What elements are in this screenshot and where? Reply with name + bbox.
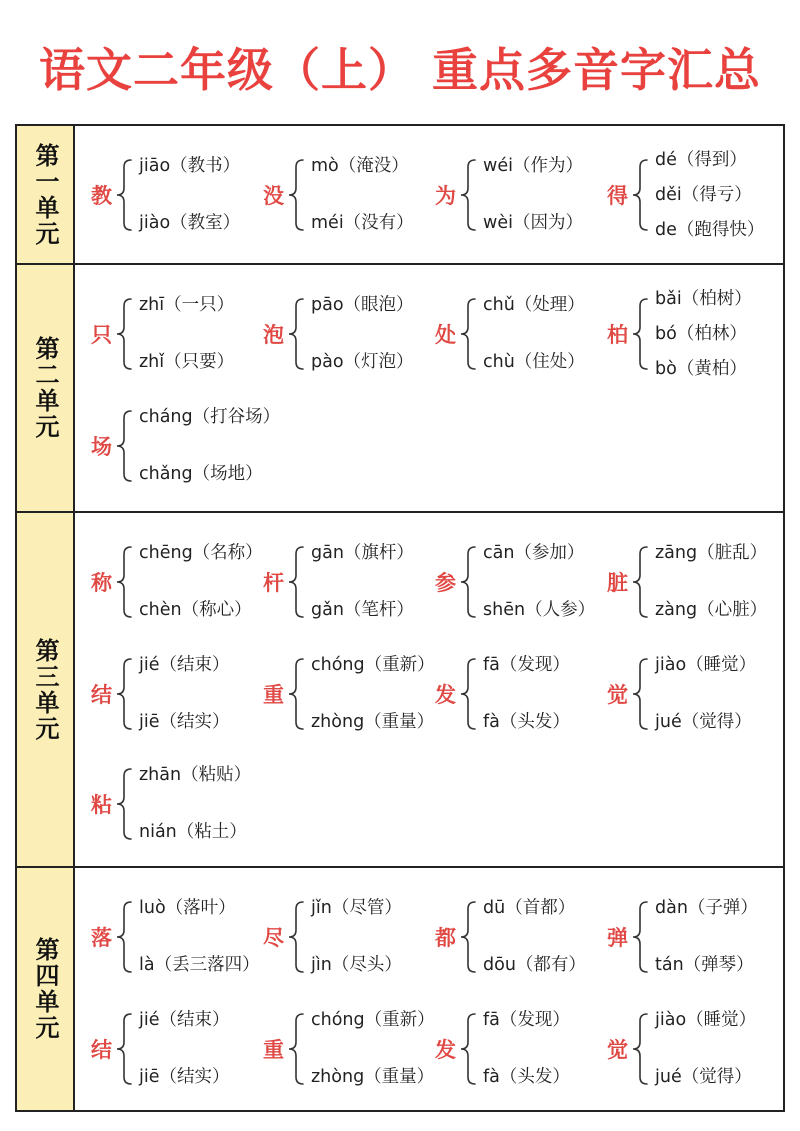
entry-character: 弹 — [607, 926, 628, 950]
polyphone-entry — [77, 140, 252, 250]
entry-reading: là（丢三落四） — [139, 955, 260, 975]
brace-icon — [631, 900, 649, 974]
entry-reading: jiào（睡觉） — [655, 1010, 757, 1030]
entry-character: 只 — [91, 323, 112, 347]
entry-character: 发 — [435, 1038, 456, 1062]
entry-character: 处 — [435, 323, 456, 347]
entry-reading: gān（旗杆） — [311, 543, 414, 563]
entry-character: 称 — [91, 571, 112, 595]
polyphone-entry — [421, 279, 596, 389]
entry-reading: fā（发现） — [483, 655, 570, 675]
polyphone-entry — [77, 527, 263, 637]
entry-character: 重 — [263, 683, 284, 707]
polyphone-entry — [593, 140, 768, 250]
polyphone-entry — [421, 527, 596, 637]
brace-icon — [631, 1012, 649, 1086]
entry-reading: chèn（称心） — [139, 600, 252, 620]
entry-reading: fà（头发） — [483, 1067, 570, 1087]
unit-label-cell — [17, 513, 75, 866]
entry-reading: dàn（子弹） — [655, 898, 758, 918]
entry-reading: pào（灯泡） — [311, 352, 414, 372]
polyphone-entry — [249, 279, 424, 389]
entry-character: 教 — [91, 184, 112, 208]
entry-reading: jiào（教室） — [139, 213, 241, 233]
entry-character: 脏 — [607, 571, 628, 595]
brace-icon — [115, 767, 133, 841]
polyphone-entry — [77, 994, 252, 1104]
entry-reading: chóng（重新） — [311, 1010, 435, 1030]
entry-character: 为 — [435, 184, 456, 208]
entry-reading: gǎn（笔杆） — [311, 600, 414, 620]
brace-icon — [115, 158, 133, 232]
brace-icon — [287, 657, 305, 731]
brace-icon — [631, 297, 649, 371]
entry-character: 尽 — [263, 926, 284, 950]
polyphone-entry — [77, 639, 252, 749]
entry-reading: bó（柏林） — [655, 324, 747, 344]
polyphone-entry — [249, 527, 424, 637]
entry-character: 粘 — [91, 793, 112, 817]
entry-character: 落 — [91, 926, 112, 950]
entry-reading: de（跑得快） — [655, 220, 765, 240]
polyphone-entry — [593, 882, 768, 992]
polyphone-entry — [421, 882, 596, 992]
entry-character: 场 — [91, 435, 112, 459]
entry-reading: zhǐ（只要） — [139, 352, 235, 372]
entry-character: 觉 — [607, 683, 628, 707]
entry-reading: dū（首都） — [483, 898, 576, 918]
entry-reading: zhān（粘贴） — [139, 765, 252, 785]
polyphone-entry — [249, 639, 435, 749]
entry-reading: zhī（一只） — [139, 295, 235, 315]
unit-section — [17, 866, 783, 1110]
entry-reading: nián（粘土） — [139, 822, 247, 842]
unit-label: 第二单元 — [31, 336, 59, 440]
entry-reading: chóng（重新） — [311, 655, 435, 675]
unit-label-cell — [17, 868, 75, 1110]
brace-icon — [631, 158, 649, 232]
brace-icon — [287, 900, 305, 974]
polyphone-entry — [593, 279, 768, 389]
polyphone-entry — [593, 639, 768, 749]
entry-character: 结 — [91, 1038, 112, 1062]
entry-reading: chǎng（场地） — [139, 464, 263, 484]
entry-character: 杆 — [263, 571, 284, 595]
entry-character: 泡 — [263, 323, 284, 347]
entry-reading: chǔ（处理） — [483, 295, 585, 315]
entry-reading: zàng（心脏） — [655, 600, 768, 620]
entry-character: 得 — [607, 184, 628, 208]
entry-reading: jué（觉得） — [655, 712, 752, 732]
entry-reading: jiē（结实） — [139, 712, 230, 732]
entry-character: 结 — [91, 683, 112, 707]
entry-reading: chēng（名称） — [139, 543, 263, 563]
entry-reading: jiāo（教书） — [139, 156, 241, 176]
entry-character: 发 — [435, 683, 456, 707]
entry-reading: jué（觉得） — [655, 1067, 752, 1087]
unit-label: 第一单元 — [31, 142, 59, 247]
brace-icon — [115, 657, 133, 731]
entry-reading: cháng（打谷场） — [139, 407, 281, 427]
entry-reading: bò（黄柏） — [655, 359, 747, 379]
unit-section — [17, 511, 783, 866]
entry-character: 都 — [435, 926, 456, 950]
brace-icon — [115, 545, 133, 619]
unit-label: 第四单元 — [31, 937, 59, 1041]
unit-section — [17, 263, 783, 511]
unit-label-cell — [17, 265, 75, 511]
unit-section — [17, 126, 783, 263]
entry-reading: zāng（脏乱） — [655, 543, 768, 563]
brace-icon — [631, 545, 649, 619]
brace-icon — [115, 900, 133, 974]
polyphone-entry — [593, 527, 768, 637]
polyphone-entry — [77, 749, 252, 859]
entry-reading: chù（住处） — [483, 352, 585, 372]
entry-reading: wèi（因为） — [483, 213, 583, 233]
entry-reading: tán（弹琴） — [655, 955, 754, 975]
brace-icon — [631, 657, 649, 731]
polyphone-entry — [77, 279, 252, 389]
entry-reading: pāo（眼泡） — [311, 295, 414, 315]
entry-reading: jié（结束） — [139, 1010, 230, 1030]
unit-label-cell — [17, 126, 75, 263]
entry-reading: jié（结束） — [139, 655, 230, 675]
polyphone-entry — [249, 140, 424, 250]
entry-reading: dé（得到） — [655, 150, 747, 170]
entry-character: 没 — [263, 184, 284, 208]
entry-reading: zhòng（重量） — [311, 712, 435, 732]
brace-icon — [459, 297, 477, 371]
entry-reading: méi（没有） — [311, 213, 414, 233]
entry-character: 重 — [263, 1038, 284, 1062]
polyphone-entry — [249, 882, 424, 992]
entry-reading: wéi（作为） — [483, 156, 583, 176]
entry-reading: jìn（尽头） — [311, 955, 402, 975]
entry-reading: dōu（都有） — [483, 955, 586, 975]
entry-character: 觉 — [607, 1038, 628, 1062]
entry-reading: zhòng（重量） — [311, 1067, 435, 1087]
entry-reading: bǎi（柏树） — [655, 289, 752, 309]
entry-reading: fā（发现） — [483, 1010, 570, 1030]
brace-icon — [459, 1012, 477, 1086]
entry-reading: cān（参加） — [483, 543, 585, 563]
polyphone-entry — [421, 994, 596, 1104]
page-title: 语文二年级（上） 重点多音字汇总 — [38, 43, 761, 97]
entry-reading: jǐn（尽管） — [311, 898, 402, 918]
entry-reading: mò（淹没） — [311, 156, 409, 176]
brace-icon — [287, 158, 305, 232]
polyphone-entry — [421, 140, 596, 250]
entry-reading: shēn（人参） — [483, 600, 596, 620]
polyphone-entry — [249, 994, 435, 1104]
brace-icon — [287, 297, 305, 371]
brace-icon — [115, 297, 133, 371]
entry-reading: děi（得亏） — [655, 185, 752, 205]
entry-character: 柏 — [607, 323, 628, 347]
unit-label: 第三单元 — [31, 637, 59, 742]
polyphone-entry — [77, 391, 281, 501]
brace-icon — [115, 1012, 133, 1086]
brace-icon — [459, 657, 477, 731]
entry-character: 参 — [435, 571, 456, 595]
polyphone-entry — [421, 639, 596, 749]
polyphone-table — [15, 124, 785, 1112]
entry-reading: jiào（睡觉） — [655, 655, 757, 675]
entry-reading: jiē（结实） — [139, 1067, 230, 1087]
brace-icon — [459, 900, 477, 974]
entry-reading: luò（落叶） — [139, 898, 236, 918]
brace-icon — [287, 1012, 305, 1086]
entry-reading: fà（头发） — [483, 712, 570, 732]
polyphone-entry — [593, 994, 768, 1104]
polyphone-entry — [77, 882, 260, 992]
brace-icon — [459, 545, 477, 619]
brace-icon — [459, 158, 477, 232]
brace-icon — [115, 409, 133, 483]
brace-icon — [287, 545, 305, 619]
